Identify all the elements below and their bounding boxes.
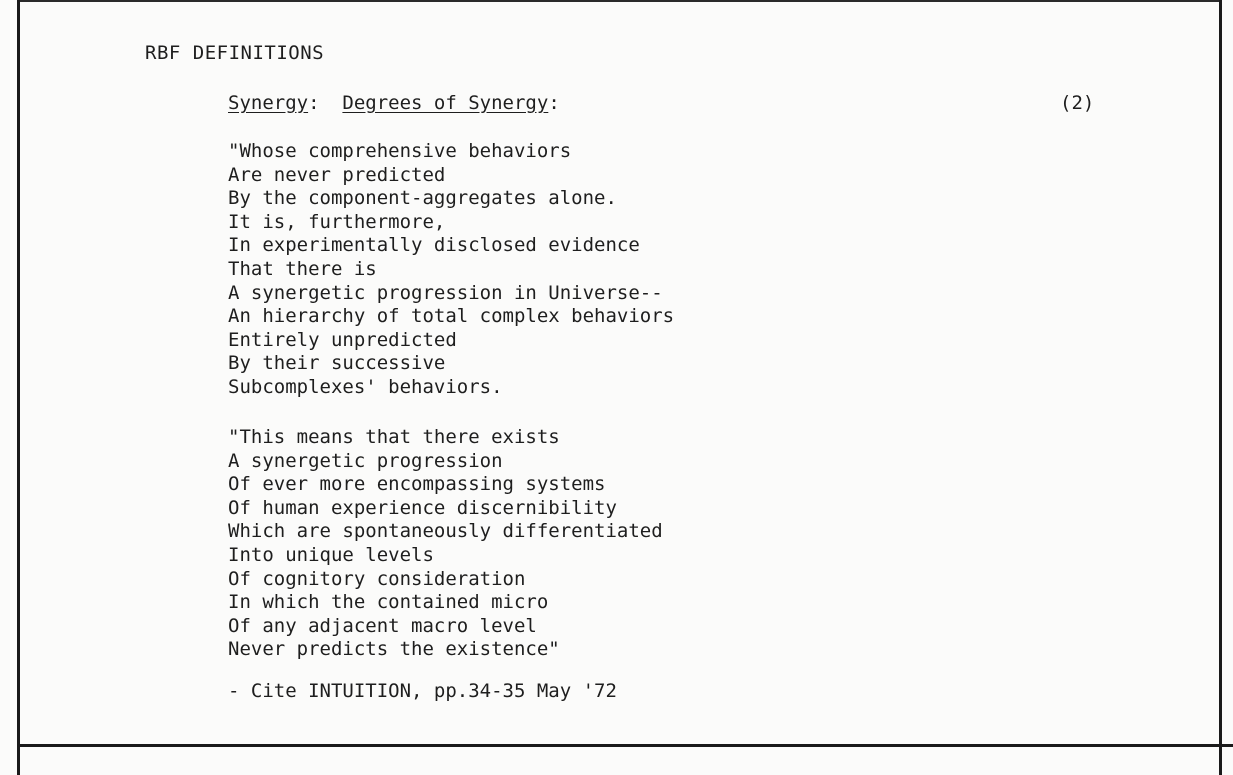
- frame-right-border: [1219, 0, 1222, 775]
- quote-line: That there is: [228, 257, 377, 280]
- entry-end: :: [548, 92, 560, 114]
- quote-line: Of any adjacent macro level: [228, 614, 537, 637]
- quote-line: Into unique levels: [228, 543, 434, 566]
- quote-line: Of human experience discernibility: [228, 496, 617, 519]
- citation: - Cite INTUITION, pp.34-35 May '72: [228, 680, 617, 702]
- quote-line: It is, furthermore,: [228, 210, 446, 233]
- quote-line: Subcomplexes' behaviors.: [228, 375, 503, 398]
- quote-line: An hierarchy of total complex behaviors: [228, 305, 675, 328]
- document-heading: RBF DEFINITIONS: [145, 42, 325, 64]
- quote-line: Of cognitory consideration: [228, 567, 526, 590]
- page-number: (2): [1060, 92, 1095, 114]
- quote-stanza-1: [228, 140, 674, 400]
- quote-line: Never predicts the existence": [228, 638, 560, 661]
- quote-line: Entirely unpredicted: [228, 328, 457, 351]
- quote-line: A synergetic progression: [228, 449, 503, 472]
- quote-stanza-2: [228, 426, 663, 662]
- quote-line: By their successive: [228, 352, 446, 375]
- entry-separator: :: [308, 92, 343, 114]
- quote-line: In experimentally disclosed evidence: [228, 234, 640, 257]
- entry-subtopic: Degrees of Synergy: [342, 92, 549, 114]
- quote-line: Of ever more encompassing systems: [228, 473, 606, 496]
- quote-line: A synergetic progression in Universe--: [228, 281, 663, 304]
- frame-left-border: [17, 0, 20, 775]
- quote-line: Are never predicted: [228, 163, 446, 186]
- frame-bottom-border: [20, 744, 1233, 747]
- entry-title: [228, 92, 560, 114]
- quote-line: "This means that there exists: [228, 426, 560, 448]
- entry-term: Synergy: [228, 92, 309, 114]
- quote-line: Which are spontaneously differentiated: [228, 520, 663, 543]
- quote-line: In which the contained micro: [228, 591, 549, 614]
- quote-line: "Whose comprehensive behaviors: [228, 140, 572, 162]
- frame-top-border: [17, 0, 1222, 2]
- quote-line: By the component-aggregates alone.: [228, 187, 617, 210]
